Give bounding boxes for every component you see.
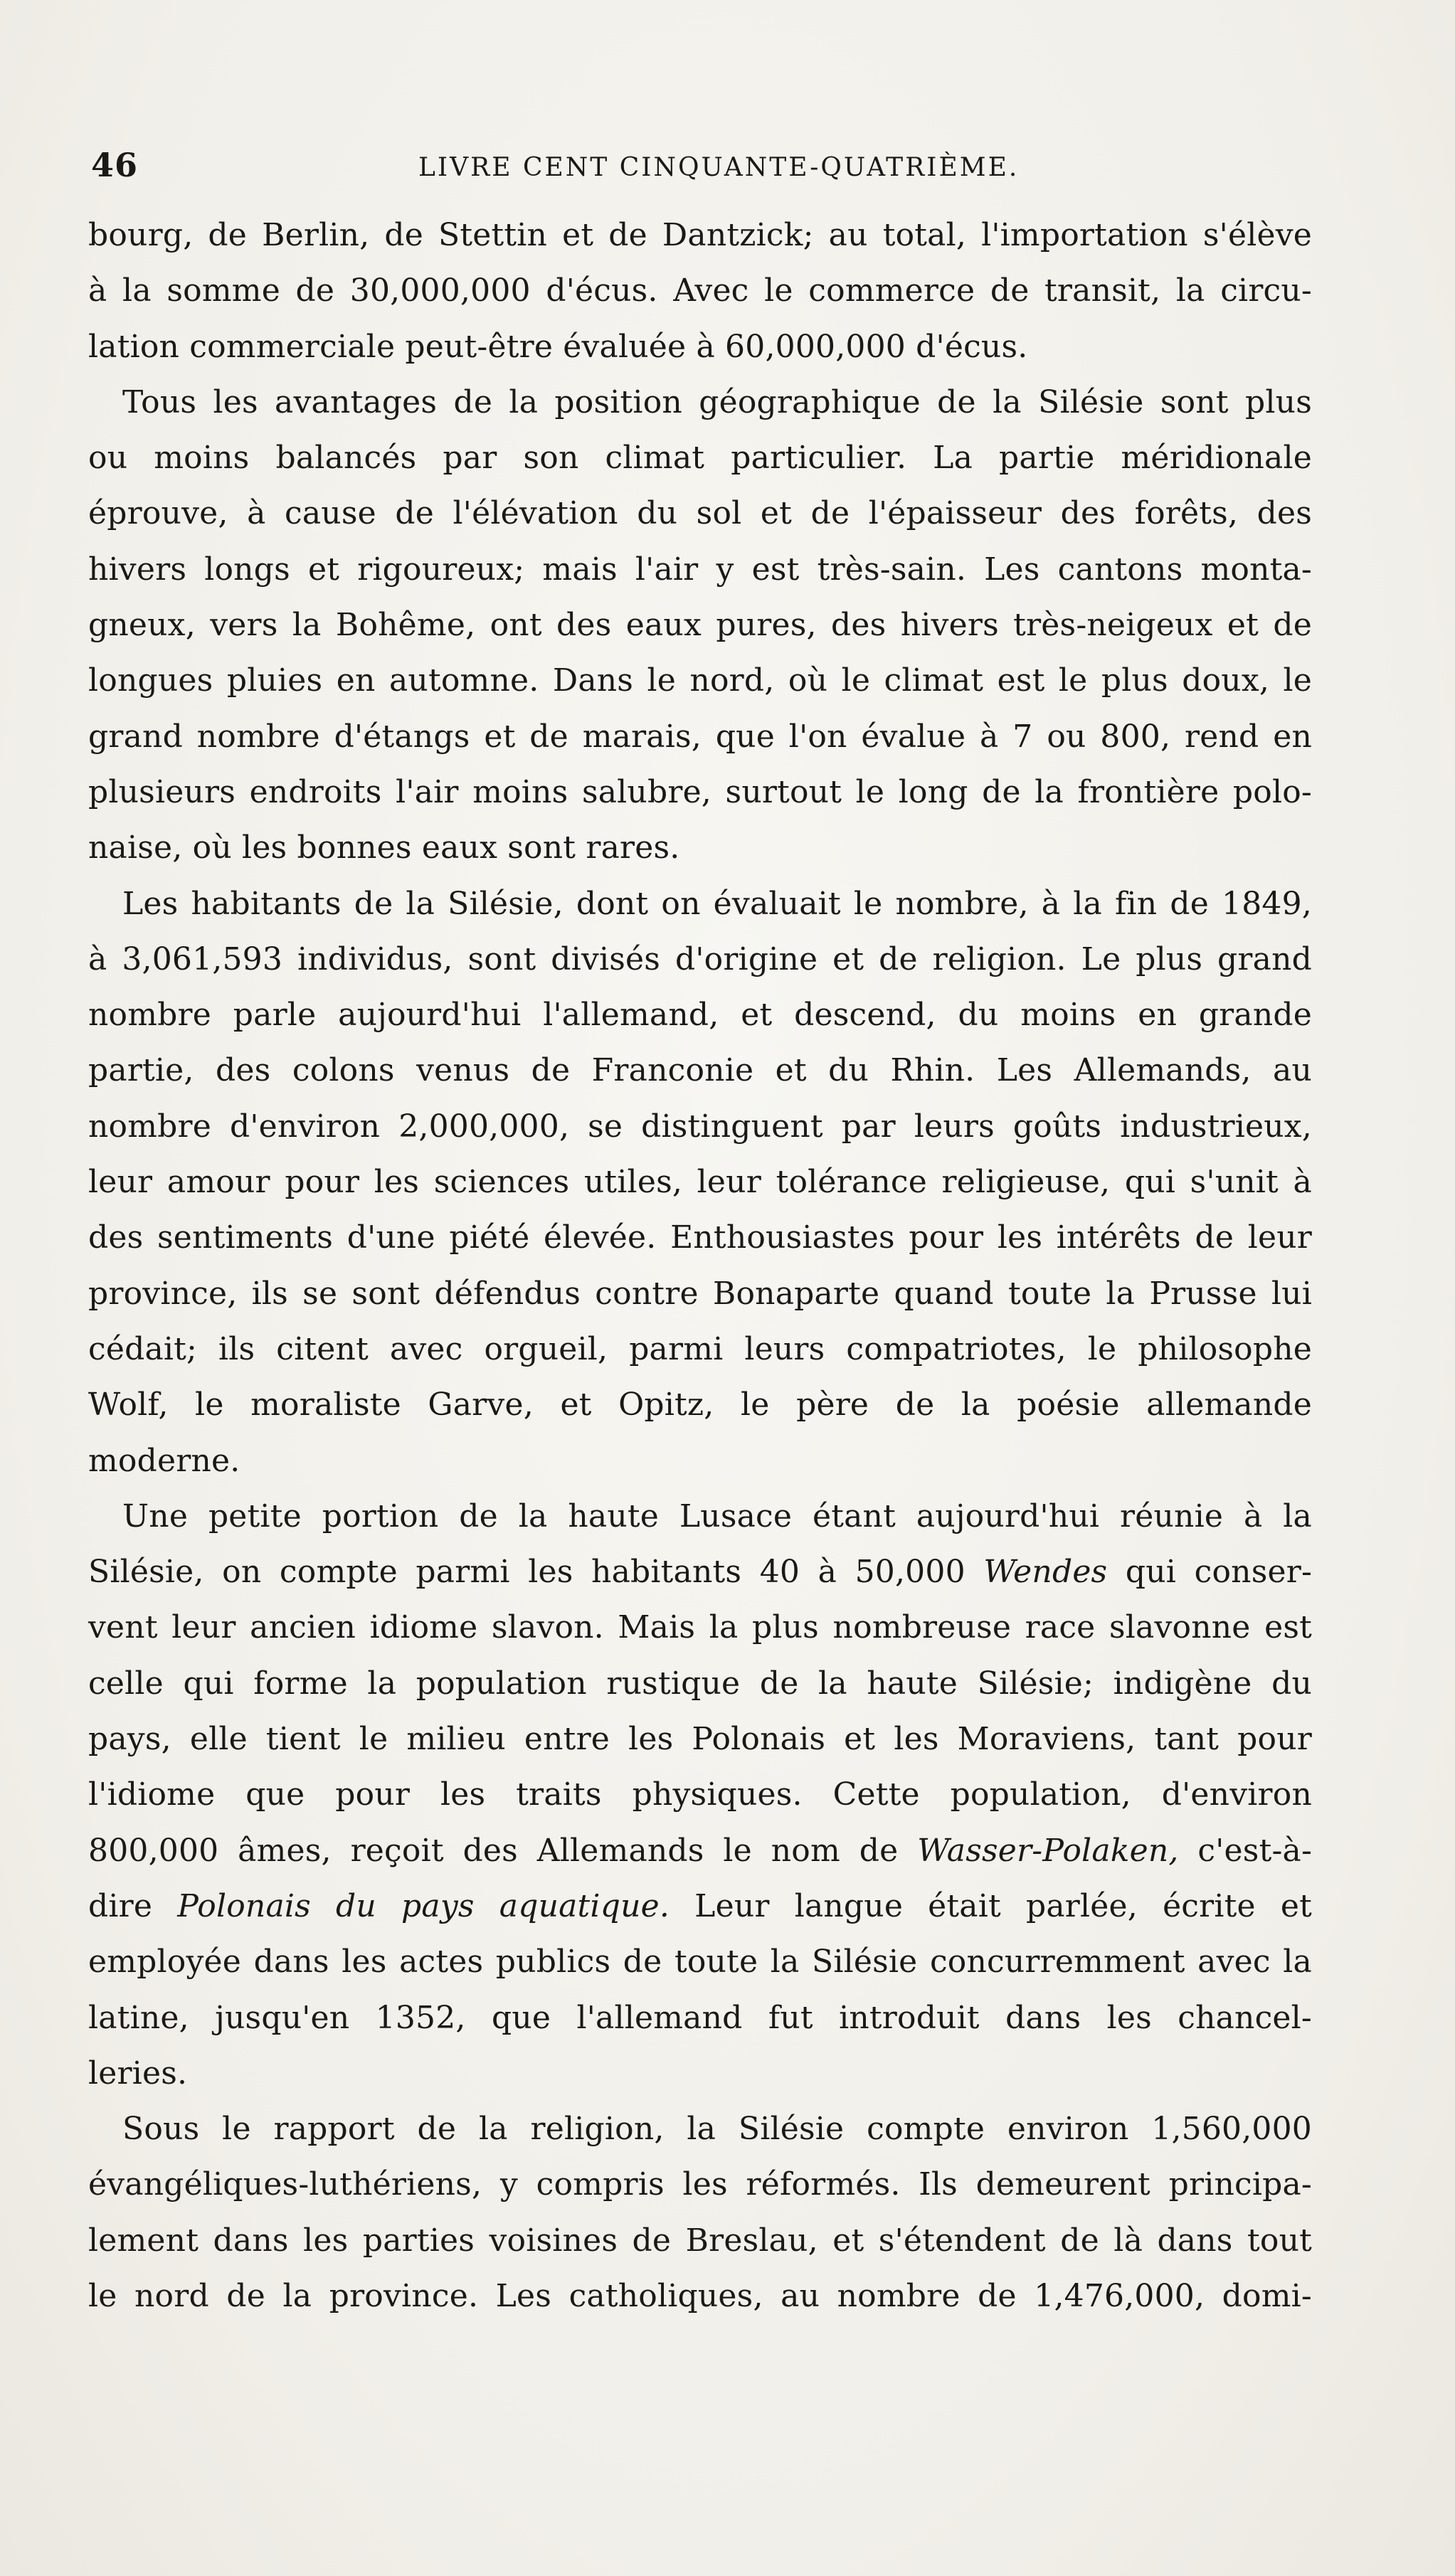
text-line: bourg, de Berlin, de Stettin et de Dantzick; au total, l'importation s'élève (88, 217, 1312, 253)
text-line: cédait; ils citent avec orgueil, parmi leurs compatriotes, le philosophe (88, 1330, 1312, 1367)
running-title: LIVRE CENT CINQUANTE-QUATRIÈME. (418, 153, 1020, 182)
text-line: partie, des colons venus de Franconie et du Rhin. Les Allemands, au (88, 1052, 1312, 1089)
text-segment: c'est-à- (1197, 1832, 1313, 1869)
text-line: naise, où les bonnes eaux sont rares. (88, 829, 680, 866)
text-line: longues pluies en automne. Dans le nord, où le climat est le plus doux, le (88, 662, 1312, 699)
text-line: leries. (88, 2055, 188, 2092)
text-line: province, ils se sont défendus contre Bonaparte quand toute la Prusse lui (88, 1275, 1312, 1312)
text-segment: Leur langue était parlée, écrite et (694, 1887, 1312, 1924)
text-line: pays, elle tient le milieu entre les Polonais et les Moraviens, tant pour (88, 1721, 1312, 1758)
text-line: plusieurs endroits l'air moins salubre, surtout le long de la frontière polo- (88, 773, 1312, 810)
text-line: Tous les avantages de la position géographique de la Silésie sont plus (122, 383, 1312, 420)
text-line: employée dans les actes publics de toute la Silésie concurremment avec la (88, 1944, 1312, 1981)
text-line: éprouve, à cause de l'élévation du sol et de l'épaisseur des forêts, des (88, 495, 1312, 532)
italic-term: Wasser-Polaken, (917, 1832, 1179, 1869)
text-line: moderne. (88, 1442, 240, 1479)
text-line: ou moins balancés par son climat particulier. La partie méridionale (88, 440, 1312, 477)
italic-term: Wendes (983, 1554, 1108, 1591)
text-line: gneux, vers la Bohême, ont des eaux pures, des hivers très-neigeux et de (88, 607, 1312, 644)
text-segment: dire (88, 1887, 153, 1924)
text-line: à la somme de 30,000,000 d'écus. Avec le commerce de transit, la circu- (88, 272, 1312, 309)
text-line: Les habitants de la Silésie, dont on évaluait le nombre, à la fin de 1849, (122, 885, 1312, 922)
text-line: l'idiome que pour les traits physiques. Cette population, d'environ (88, 1776, 1312, 1813)
italic-term: Polonais du pays aquatique. (177, 1887, 670, 1924)
text-line: nombre d'environ 2,000,000, se distinguent par leurs goûts industrieux, (88, 1108, 1312, 1145)
body-text (88, 208, 1312, 2324)
text-line: des sentiments d'une piété élevée. Enthousiastes pour les intérêts de leur (88, 1219, 1312, 1256)
text-line: Wolf, le moraliste Garve, et Opitz, le père de la poésie allemande (88, 1387, 1312, 1424)
text-segment: Silésie, on compte parmi les habitants 40 à 50,000 (88, 1554, 965, 1591)
text-line: hivers longs et rigoureux; mais l'air y est très-sain. Les cantons monta- (88, 551, 1312, 588)
text-line: lation commerciale peut-être évaluée à 60,000,000 d'écus. (88, 328, 1028, 365)
text-line: évangéliques-luthériens, y compris les réformés. Ils demeurent principa- (88, 2166, 1312, 2203)
text-line: Sous le rapport de la religion, la Silésie compte environ 1,560,000 (122, 2111, 1312, 2148)
text-line: latine, jusqu'en 1352, que l'allemand fut introduit dans les chancel- (88, 1999, 1312, 2036)
text-line: le nord de la province. Les catholiques, au nombre de 1,476,000, domi- (88, 2277, 1312, 2314)
text-line (88, 1544, 1312, 1600)
text-line (88, 1823, 1312, 1879)
page-number: 46 (91, 146, 139, 184)
text-line: grand nombre d'étangs et de marais, que l'on évalue à 7 ou 800, rend en (88, 718, 1312, 755)
text-segment: 800,000 âmes, reçoit des Allemands le nom de (88, 1832, 899, 1869)
text-line: celle qui forme la population rustique de la haute Silésie; indigène du (88, 1665, 1312, 1702)
text-line: vent leur ancien idiome slavon. Mais la plus nombreuse race slavonne est (88, 1609, 1312, 1646)
text-line: Une petite portion de la haute Lusace étant aujourd'hui réunie à la (122, 1498, 1312, 1535)
text-line: leur amour pour les sciences utiles, leur tolérance religieuse, qui s'unit à (88, 1164, 1312, 1201)
page-header (91, 146, 1407, 196)
text-line (88, 1879, 1312, 1934)
text-line: lement dans les parties voisines de Breslau, et s'étendent de là dans tout (88, 2222, 1312, 2259)
text-segment: qui conser- (1125, 1554, 1313, 1591)
text-line: nombre parle aujourd'hui l'allemand, et descend, du moins en grande (88, 997, 1312, 1034)
text-line: à 3,061,593 individus, sont divisés d'origine et de religion. Le plus grand (88, 940, 1312, 977)
